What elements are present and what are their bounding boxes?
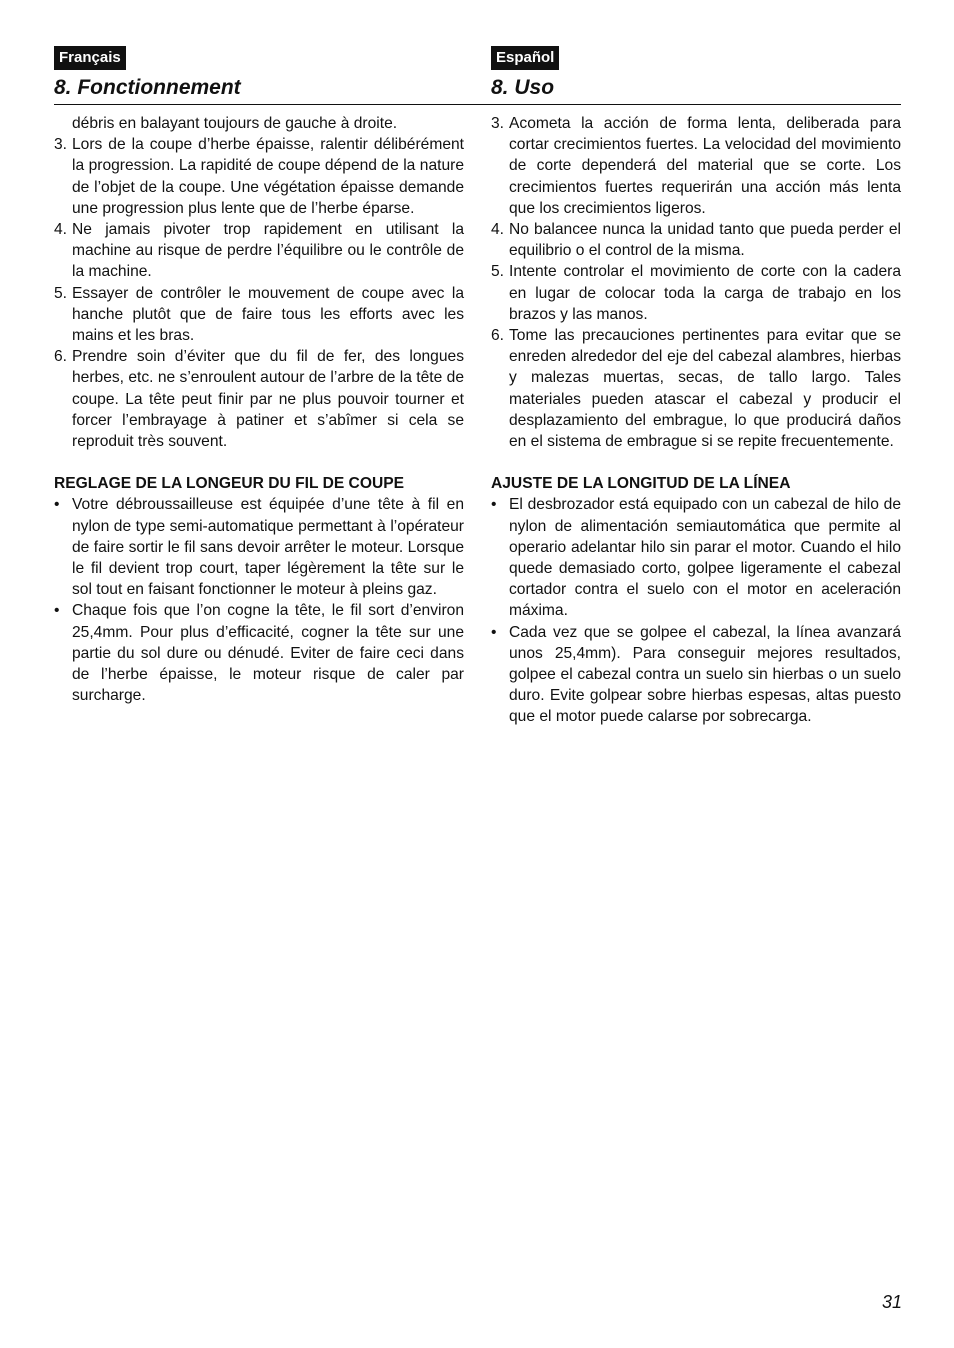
subsection-heading: REGLAGE DE LA LONGEUR DU FIL DE COUPE <box>54 475 405 493</box>
intro-continuation: débris en balayant toujours de gauche à droite. <box>72 115 398 132</box>
bullet-item: • Votre débroussailleuse est équipée d’une tête à fil en nylon de type semi-automatique permettant à l’opérateur de faire sortir le fil sans devoir arrêter le moteur. Lorsque le fil devient trop court, taper légèrement la tête sur le sol tout en faisant fonctionner le moteur à pleins gaz. <box>54 494 464 600</box>
bullet-icon: • <box>491 496 497 514</box>
list-item: 4. No balancee nunca la unidad tanto que pueda perder el equilibrio o el control de la misma. <box>491 221 901 260</box>
left-column-header <box>54 46 464 102</box>
french-body <box>54 113 464 706</box>
bullet-icon: • <box>54 496 60 514</box>
section-title-french: 8. Fonctionnement <box>54 76 241 99</box>
bullet-icon: • <box>54 602 60 620</box>
list-item: 3. Acometa la acción de forma lenta, deliberada para cortar crecimientos fuertes. La velocidad del movimiento de corte dependerá del material que se corte. Los crecimientos fuertes requerirán una acción más lenta que los crecimientos ligeros. <box>491 115 901 217</box>
bullet-item: • El desbrozador está equipado con un cabezal de hilo de nylon de alimentación semiautomática que permite al operario adelantar hilo sin parar el motor. Cuando el hilo quede demasiado corto, golpee ligeramente el cabezal cortador contra el suelo con el motor en aceleración máxima. <box>491 494 901 621</box>
list-item: 6. Tome las precauciones pertinentes para evitar que se enreden alrededor del eje del cabezal alambres, hierbas y malezas muertas, secas, de tallo largo. Tales materiales pueden atascar el cabezal y producir el desplazamiento del embrague, lo que producirá daños en el sistema de embrague si se repite frecuentemente. <box>491 327 901 451</box>
right-column-header <box>491 46 901 102</box>
subsection-heading: AJUSTE DE LA LONGITUD DE LA LÍNEA <box>491 475 791 493</box>
bullet-icon: • <box>491 623 497 641</box>
list-item: 5. Essayer de contrôler le mouvement de coupe avec la hanche plutôt que de faire tous les efforts avec les mains et les bras. <box>54 284 464 345</box>
header-rule <box>54 104 901 105</box>
language-badge-french: Français <box>54 46 126 70</box>
list-item: 6. Prendre soin d’éviter que du fil de fer, des longues herbes, etc. ne s’enroulent autour de l’arbre de la tête de coupe. La tête peut finir par ne plus pouvoir tourner et forcer l’embrayage à patiner et s’abîmer si cela se reproduit très souvent. <box>54 348 464 451</box>
page-number: 31 <box>881 1292 902 1312</box>
list-item: 3. Lors de la coupe d’herbe épaisse, ralentir délibérément la progression. La rapidité de coupe dépend de la nature de l’objet de la coupe. Une végétation épaisse demande une progression plus lente que de l’herbe éparse. <box>54 136 464 217</box>
spanish-body <box>491 113 901 728</box>
list-item: 4. Ne jamais pivoter trop rapidement en utilisant la machine au risque de perdre l’équilibre ou le contrôle de la machine. <box>54 221 464 281</box>
list-item: 5. Intente controlar el movimiento de corte con la cadera en lugar de colocar toda la carga de trabajo en los brazos y las manos. <box>491 263 901 323</box>
bullet-item: • Chaque fois que l’on cogne la tête, le fil sort d’environ 25,4mm. Pour plus d’efficacité, cogner la tête sur une partie du sol dure ou dénudé. Eviter de faire ceci dans de l’herbe épaisse, le moteur risque de caler par surcharge. <box>54 600 464 706</box>
section-title-spanish: 8. Uso <box>491 76 555 99</box>
bullet-item: • Cada vez que se golpee el cabezal, la línea avanzará unos 25,4mm). Para conseguir mejores resultados, golpee el cabezal contra un suelo sin hierbas o un suelo duro. Evite golpear sobre hierbas espesas, altas puesto que el motor puede calarse por sobrecarga. <box>491 622 901 728</box>
language-badge-spanish: Español <box>491 46 559 70</box>
